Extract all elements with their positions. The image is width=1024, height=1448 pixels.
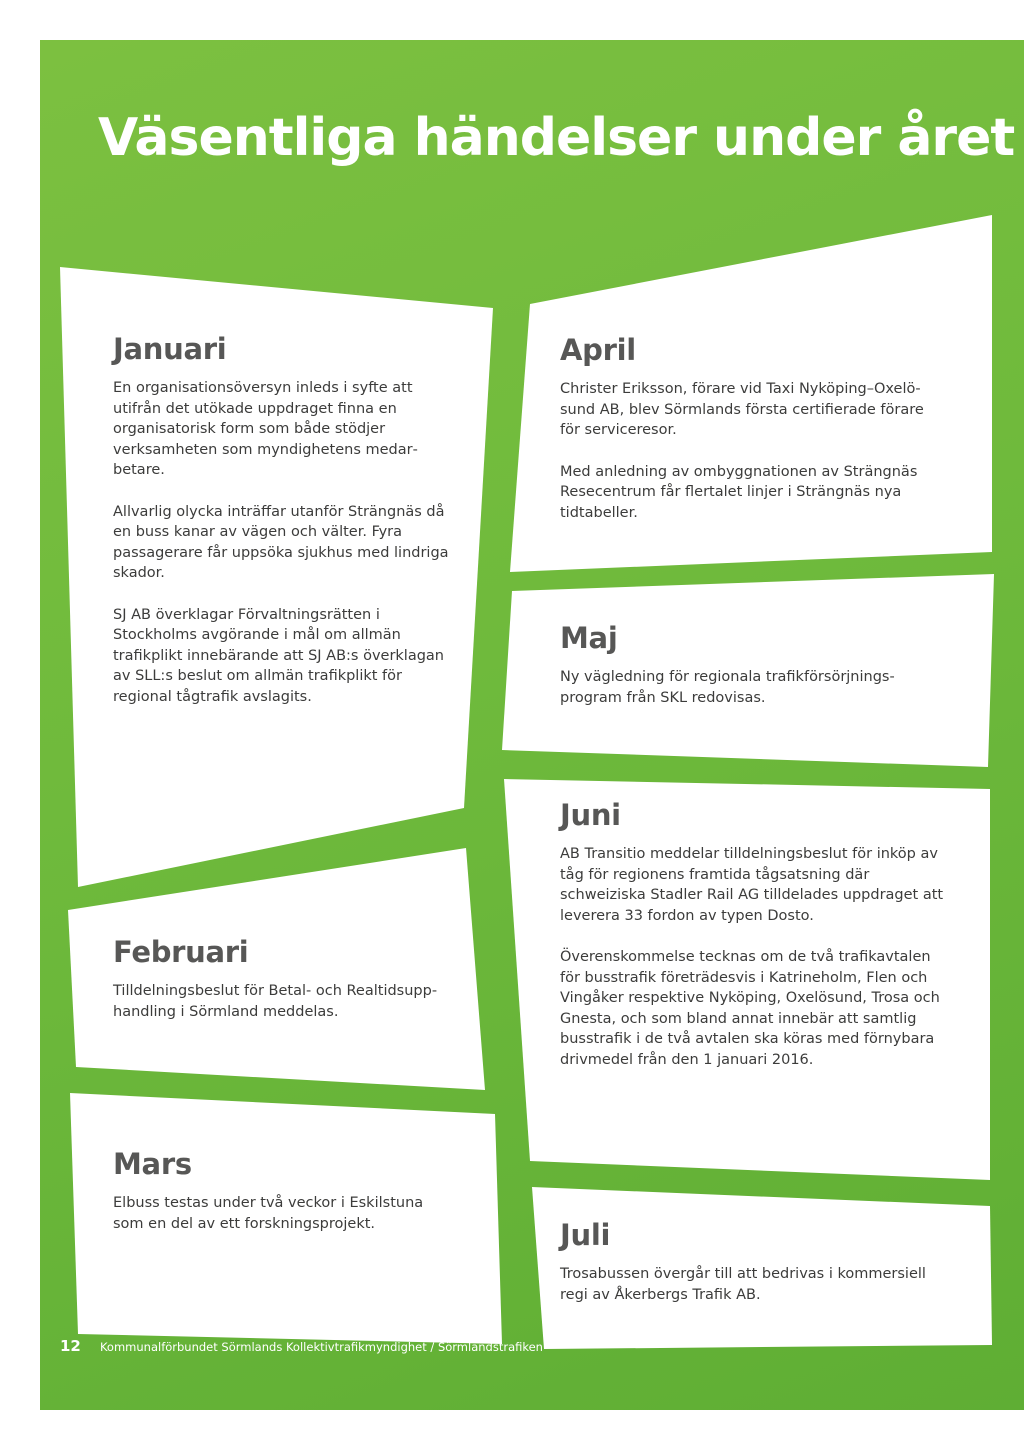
month-februari (113, 935, 458, 1022)
event-text: Med anledning av ombyggnationen av Strängnäs Resecentrum får flertalet linjer i Strängnäs nya tidtabeller. (560, 463, 918, 521)
month-heading: Mars (113, 1147, 192, 1181)
footer-text: Kommunalförbundet Sörmlands Kollektivtrafikmyndighet / Sörmlandstrafiken (99, 1340, 543, 1354)
page-title: Väsentliga händelser under året (98, 108, 1015, 168)
month-januari (113, 332, 458, 707)
page (40, 40, 1024, 1410)
event-text: Christer Eriksson, förare vid Taxi Nyköping–Oxelösund AB, blev Sörmlands första certifierade förare för serviceresor. (560, 381, 924, 438)
page-footer (60, 1336, 543, 1355)
event-text: Elbuss testas under två veckor i Eskilstuna som en del av ett forskningsprojekt. (113, 1195, 424, 1232)
month-heading: Maj (560, 621, 618, 655)
event-text: Ny vägledning för regionala trafikförsörjningsprogram från SKL redovisas. (560, 669, 895, 706)
event-text: Trosabussen övergår till att bedrivas i kommersiell regi av Åkerbergs Trafik AB. (560, 1266, 926, 1303)
month-heading: Februari (113, 935, 249, 969)
month-juni (560, 798, 945, 1070)
event-text: En organisationsöversyn inleds i syfte att utifrån det utökade uppdraget finna en organisatorisk form som både stödjer verksamheten som myndighetens medarbetare. (113, 380, 418, 478)
event-text: Överenskommelse tecknas om de två trafikavtalen för busstrafik företrädesvis i Katrineholm, Flen och Vingåker respektive Nyköping, Oxelösund, Trosa och Gnesta, och som bland annat innebär att samtlig busstrafik i de två avtalen ska köras med förnybara drivmedel från den 1 januari 2016. (560, 949, 940, 1068)
month-april (560, 333, 945, 523)
month-heading: Juli (560, 1218, 611, 1252)
month-mars (113, 1147, 458, 1234)
event-text: SJ AB överklagar Förvaltningsrätten i Stockholms avgörande i mål om allmän trafikplikt innebärande att SJ AB:s överklagan av SLL:s beslut om allmän trafikplikt för regional tågtrafik avslagits. (113, 606, 445, 705)
month-maj (560, 621, 945, 708)
event-text: Allvarlig olycka inträffar utanför Strängnäs då en buss kanar av vägen och välter. Fyra passagerare får uppsöka sjukhus med lindriga skador. (113, 503, 449, 581)
month-heading: Januari (113, 332, 227, 366)
month-juli (560, 1218, 945, 1305)
month-heading: April (560, 333, 636, 367)
event-text: Tilldelningsbeslut för Betal- och Realtidsupphandling i Sörmland meddelas. (113, 983, 438, 1020)
event-text: AB Transitio meddelar tilldelningsbeslut för inköp av tåg för regionens framtida tågsatsning där schweiziska Stadler Rail AG tilldelades uppdraget att leverera 33 fordon av typen Dosto. (560, 846, 944, 924)
page-number: 12 (60, 1337, 81, 1355)
month-heading: Juni (560, 798, 621, 832)
